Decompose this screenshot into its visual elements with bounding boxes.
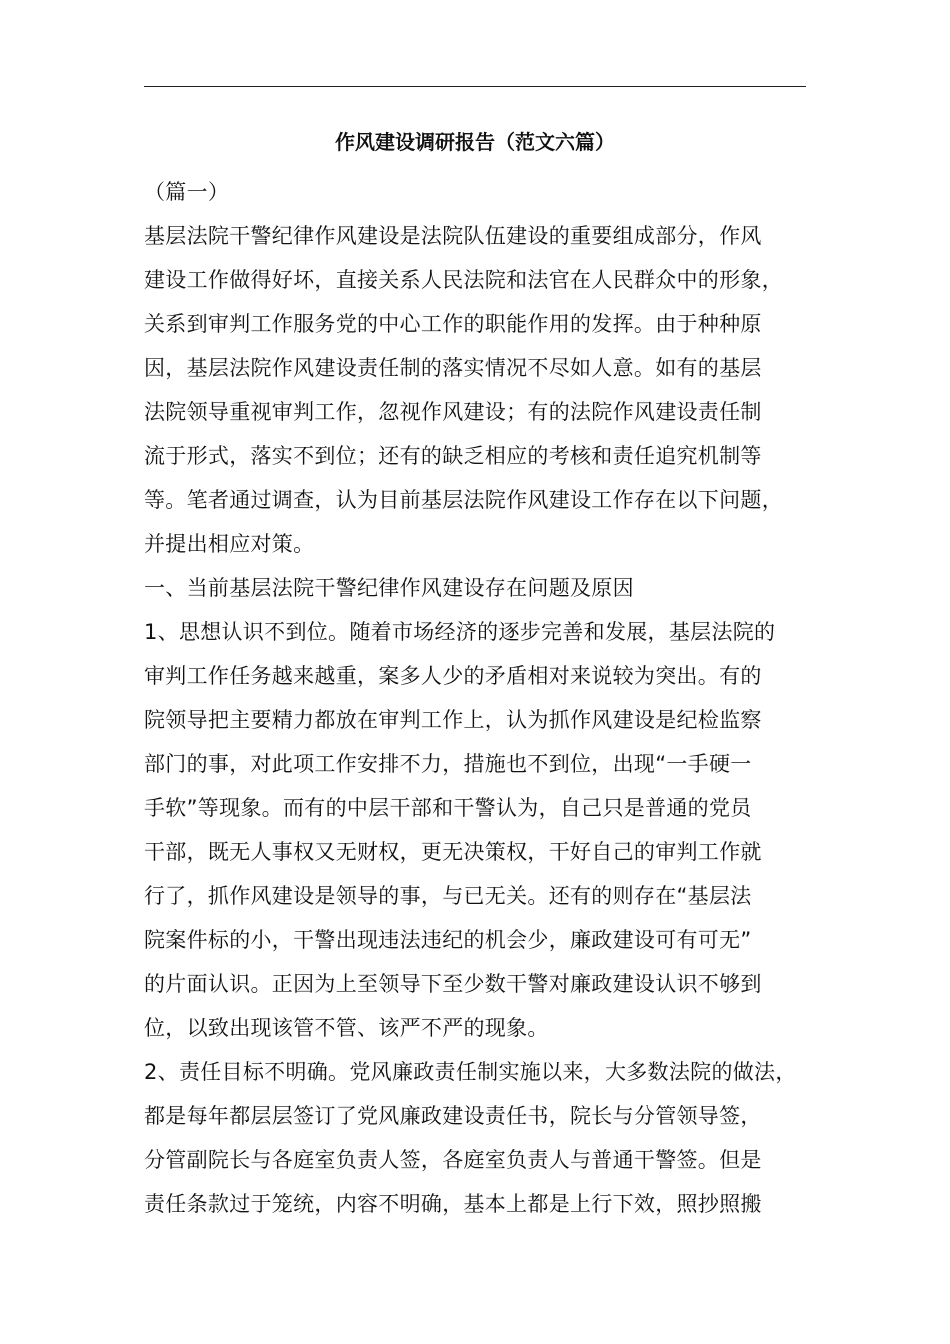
text-line: 基层法院干警纪律作风建设是法院队伍建设的重要组成部分，作风 xyxy=(144,224,762,248)
text-line: 流于形式，落实不到位；还有的缺乏相应的考核和责任追究机制等 xyxy=(144,444,762,468)
text-line: 的片面认识。正因为上至领导下至少数干警对廉政建设认识不够到 xyxy=(144,972,762,996)
text-line: 行了，抓作风建设是领导的事，与已无关。还有的则存在“基层法 xyxy=(144,884,752,908)
text-line: 手软”等现象。而有的中层干部和干警认为，自己只是普通的党员 xyxy=(144,796,752,820)
text-line: 院领导把主要精力都放在审判工作上，认为抓作风建设是纪检监察 xyxy=(144,708,762,732)
text-line: 建设工作做得好坏，直接关系人民法院和法官在人民群众中的形象， xyxy=(144,268,783,292)
document-body xyxy=(144,170,812,1226)
text-line: 法院领导重视审判工作，忽视作风建设；有的法院作风建设责任制 xyxy=(144,400,762,424)
text-line: 因，基层法院作风建设责任制的落实情况不尽如人意。如有的基层 xyxy=(144,356,762,380)
text-line: 部门的事，对此项工作安排不力，措施也不到位，出现“一手硬一 xyxy=(144,752,752,776)
text-line: 审判工作任务越来越重，案多人少的矛盾相对来说较为突出。有的 xyxy=(144,664,762,688)
section-heading: 一、当前基层法院干警纪律作风建设存在问题及原因 xyxy=(144,576,634,600)
text-line: 等。笔者通过调查，认为目前基层法院作风建设工作存在以下问题， xyxy=(144,488,783,512)
text-line: 责任条款过于笼统，内容不明确，基本上都是上行下效，照抄照搬 xyxy=(144,1192,762,1216)
header-rule xyxy=(144,86,806,87)
text-line: 分管副院长与各庭室负责人签，各庭室负责人与普通干警签。但是 xyxy=(144,1148,762,1172)
text-line: 1、思想认识不到位。随着市场经济的逐步完善和发展，基层法院的 xyxy=(144,620,776,644)
text-line: 关系到审判工作服务党的中心工作的职能作用的发挥。由于种种原 xyxy=(144,312,762,336)
text-line: 院案件标的小，干警出现违法违纪的机会少，廉政建设可有可无” xyxy=(144,928,752,952)
section-label: （篇一） xyxy=(144,180,230,204)
text-line: 干部，既无人事权又无财权，更无决策权，干好自己的审判工作就 xyxy=(144,840,762,864)
text-line: 2、责任目标不明确。党风廉政责任制实施以来，大多数法院的做法， xyxy=(144,1060,797,1084)
document-title: 作风建设调研报告（范文六篇） xyxy=(335,130,615,154)
text-line: 并提出相应对策。 xyxy=(144,532,315,556)
text-line: 都是每年都层层签订了党风廉政建设责任书，院长与分管领导签， xyxy=(144,1104,762,1128)
text-line: 位，以致出现该管不管、该严不严的现象。 xyxy=(144,1016,549,1040)
